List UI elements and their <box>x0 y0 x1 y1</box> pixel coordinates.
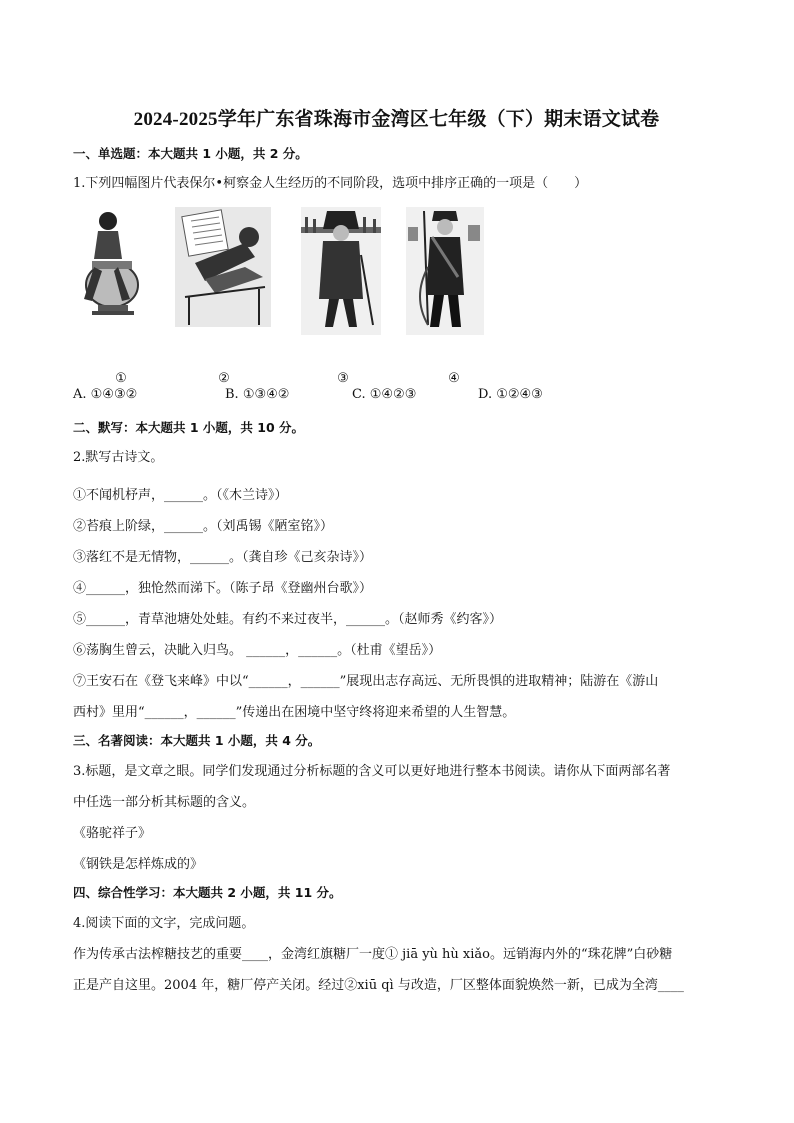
figure-4-image <box>406 207 484 335</box>
question-2-lines <box>73 480 720 728</box>
figure-1-label: ① <box>115 371 127 386</box>
option-c[interactable]: C. ①④②③ <box>352 387 417 402</box>
figure-3-image <box>301 207 381 335</box>
option-d[interactable]: D. ①②④③ <box>478 387 543 402</box>
question-3-line-1: 3.标题，是文章之眼。同学们发现通过分析标题的含义可以更好地进行整本书阅读。请你从下面两部名著 <box>73 764 671 779</box>
question-3 <box>73 756 720 880</box>
dictation-line-5: ⑤______，青草池塘处处蛙。有约不来过夜半，______。（赵师秀《约客》） <box>73 612 503 627</box>
question-1-options <box>73 387 720 405</box>
question-1-figures <box>73 207 720 387</box>
question-4-line-1: 作为传承古法榨糖技艺的重要____，金湾红旗糖厂一度① jiā yù hù xiǎo。远销海内外的“珠花牌”白砂糖 <box>73 947 673 962</box>
dictation-line-2: ②苔痕上阶绿，______。（刘禹锡《陋室铭》） <box>73 519 334 534</box>
question-4 <box>73 908 720 1001</box>
question-4-stem: 4.阅读下面的文字，完成问题。 <box>73 916 255 931</box>
dictation-line-7: ⑦王安石在《登飞来峰》中以“______，______”展现出志存高远、无所畏惧的进取精神；陆游在《游山 <box>73 674 659 689</box>
question-4-line-2: 正是产自这里。2004 年，糖厂停产关闭。经过②xiū qì 与改造，厂区整体面貌焕然一新，已成为全湾____ <box>73 978 684 993</box>
figure-4-label: ④ <box>448 371 460 386</box>
option-a[interactable]: A. ①④③② <box>73 387 138 402</box>
dictation-line-8: 西村》里用“______，______”传递出在困境中坚守终将迎来希望的人生智慧。 <box>73 705 516 720</box>
option-b[interactable]: B. ①③④② <box>225 387 290 402</box>
dictation-line-4: ④______，独怆然而涕下。（陈子昂《登幽州台歌》） <box>73 581 373 596</box>
question-1-stem: 1.下列四幅图片代表保尔•柯察金人生经历的不同阶段，选项中排序正确的一项是（ ） <box>73 176 588 191</box>
section-heading-3: 三、名著阅读：本大题共 1 小题，共 4 分。 <box>73 733 321 748</box>
figure-2-image <box>175 207 271 327</box>
figure-2-label: ② <box>218 371 230 386</box>
page-title: 2024-2025学年广东省珠海市金湾区七年级（下）期末语文试卷 <box>133 109 660 130</box>
figure-1-image <box>78 207 148 322</box>
section-heading-4: 四、综合性学习：本大题共 2 小题，共 11 分。 <box>73 885 342 900</box>
dictation-line-6: ⑥荡胸生曾云，决眦入归鸟。 ______，______。（杜甫《望岳》） <box>73 643 442 658</box>
book-title-1: 《骆驼祥子》 <box>73 826 152 841</box>
section-heading-1: 一、单选题：本大题共 1 小题，共 2 分。 <box>73 146 308 161</box>
dictation-line-1: ①不闻机杼声，______。（《木兰诗》） <box>73 488 288 503</box>
question-2-stem: 2.默写古诗文。 <box>73 450 164 465</box>
section-heading-2: 二、默写：本大题共 1 小题，共 10 分。 <box>73 420 305 435</box>
figure-3-label: ③ <box>337 371 349 386</box>
book-title-2: 《钢铁是怎样炼成的》 <box>73 857 204 872</box>
dictation-line-3: ③落红不是无情物，______。（龚自珍《己亥杂诗》） <box>73 550 373 565</box>
question-3-line-2: 中任选一部分析其标题的含义。 <box>73 795 256 810</box>
